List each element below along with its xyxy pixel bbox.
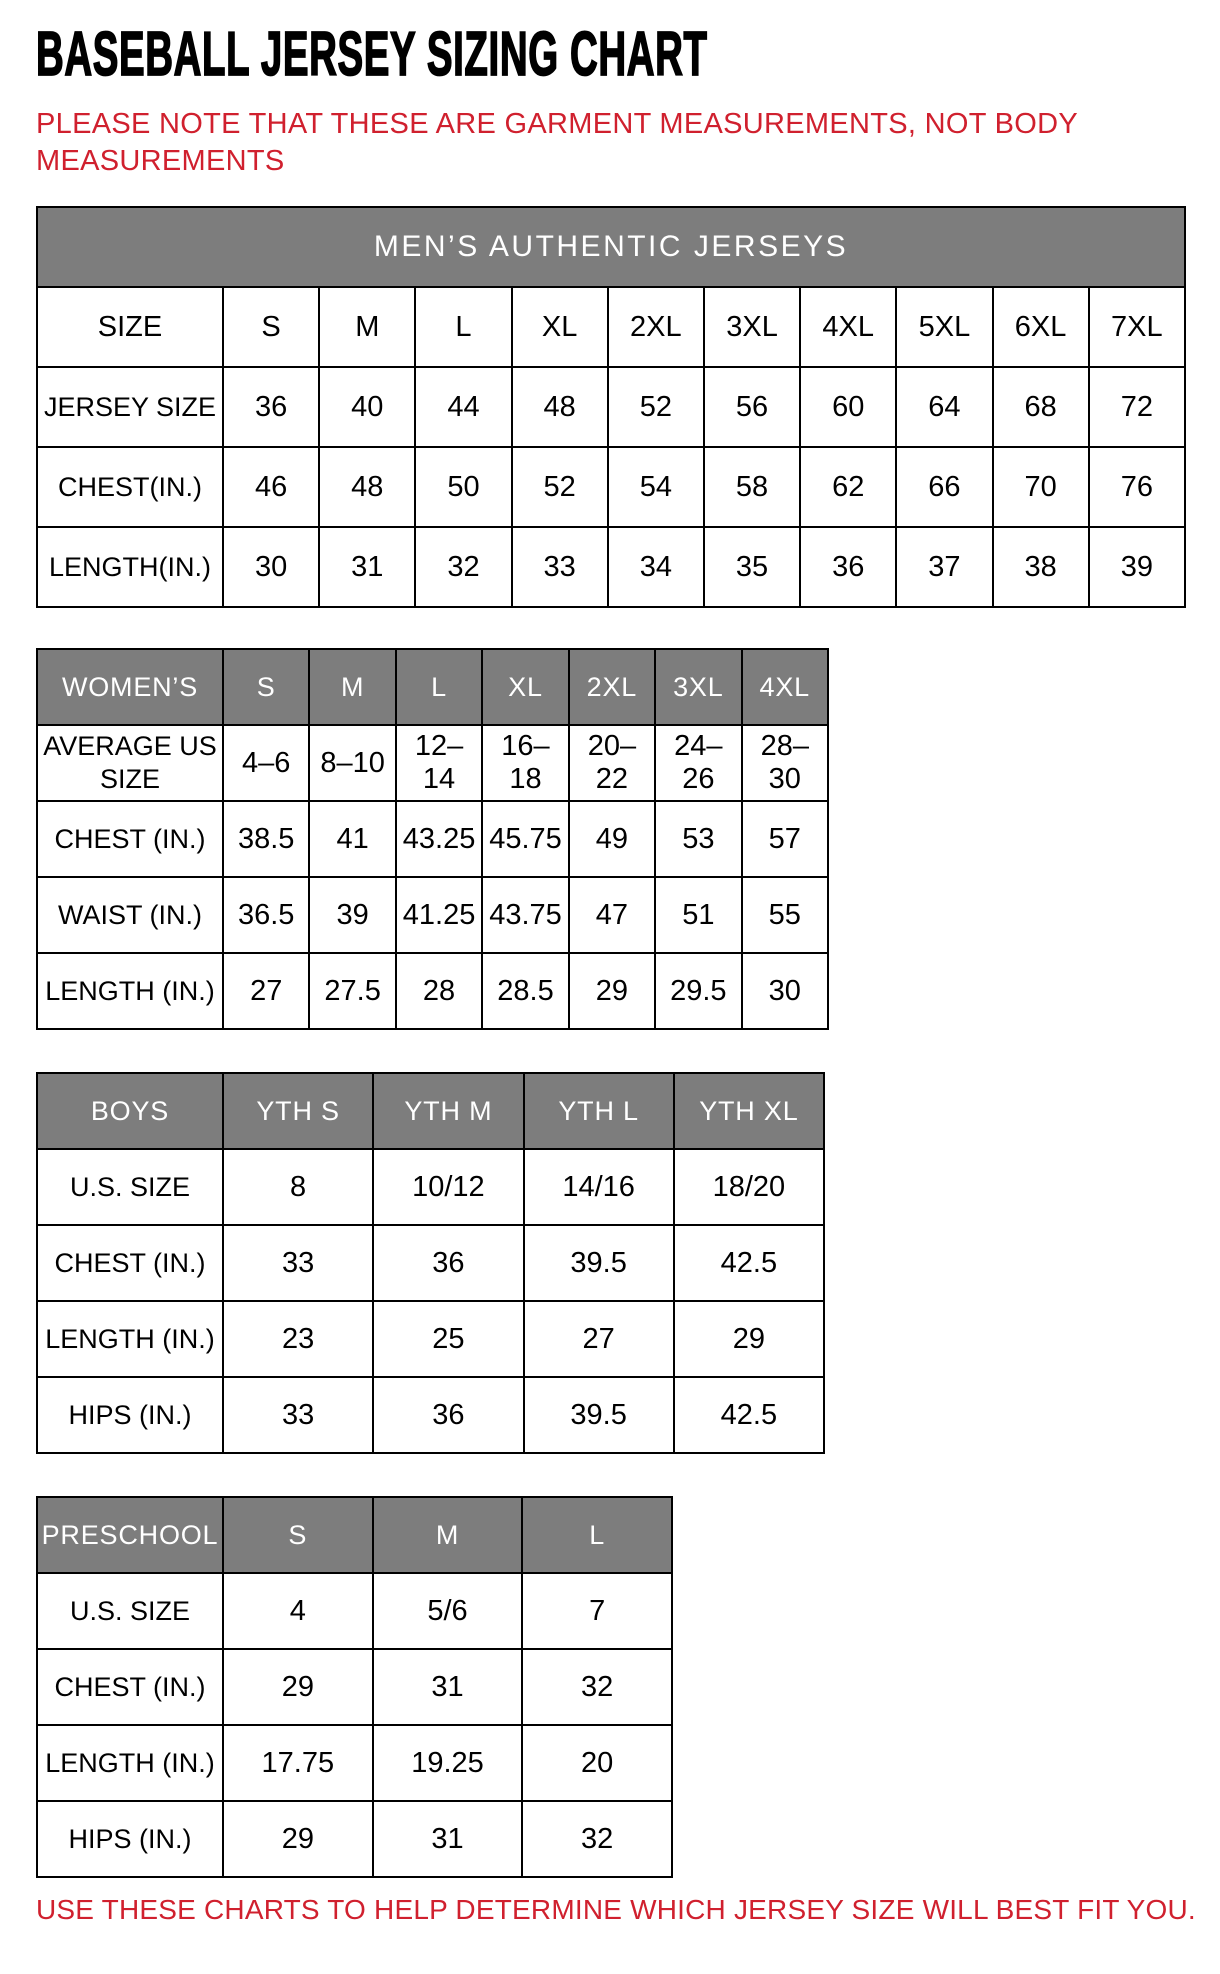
womens-value-r3-c5: 29 (569, 953, 655, 1029)
preschool-value-r2-c3: 20 (522, 1725, 672, 1801)
preschool-value-r2-c1: 17.75 (223, 1725, 373, 1801)
boys-value-r0-c3: 14/16 (524, 1149, 674, 1225)
boys-value-r0-c4: 18/20 (674, 1149, 824, 1225)
boys-col-header-3: YTH L (524, 1073, 674, 1149)
boys-row-1 (37, 1225, 824, 1301)
mens-col-header-6: 3XL (704, 287, 800, 367)
mens-value-r0-c2: 40 (319, 367, 415, 447)
mens-value-r2-c6: 35 (704, 527, 800, 607)
boys-value-r3-c4: 42.5 (674, 1377, 824, 1453)
preschool-sizing-table (36, 1496, 673, 1878)
womens-col-header-7: 4XL (742, 649, 828, 725)
mens-col-header-9: 6XL (993, 287, 1089, 367)
boys-value-r3-c3: 39.5 (524, 1377, 674, 1453)
mens-row-1 (37, 447, 1185, 527)
womens-value-r2-c6: 51 (655, 877, 741, 953)
boys-value-r0-c2: 10/12 (373, 1149, 523, 1225)
womens-row-label-1: CHEST (IN.) (37, 801, 223, 877)
mens-value-r0-c7: 60 (800, 367, 896, 447)
preschool-value-r0-c2: 5/6 (373, 1573, 523, 1649)
fit-guidance-note: USE THESE CHARTS TO HELP DETERMINE WHICH JERSEY SIZE WILL BEST FIT YOU. (36, 1894, 1196, 1925)
boys-value-r3-c1: 33 (223, 1377, 373, 1453)
womens-col-header-3: L (396, 649, 482, 725)
boys-value-r1-c1: 33 (223, 1225, 373, 1301)
mens-col-header-7: 4XL (800, 287, 896, 367)
mens-value-r2-c1: 30 (223, 527, 319, 607)
mens-value-r1-c7: 62 (800, 447, 896, 527)
mens-col-header-10: 7XL (1089, 287, 1185, 367)
preschool-row-2 (37, 1725, 672, 1801)
mens-value-r1-c9: 70 (993, 447, 1089, 527)
preschool-row-label-1: CHEST (IN.) (37, 1649, 223, 1725)
preschool-header-row (37, 1497, 672, 1573)
womens-header-row (37, 649, 828, 725)
womens-col-header-5: 2XL (569, 649, 655, 725)
mens-col-header-8: 5XL (896, 287, 992, 367)
womens-row-label-3: LENGTH (IN.) (37, 953, 223, 1029)
mens-value-r2-c10: 39 (1089, 527, 1185, 607)
womens-row-label-2: WAIST (IN.) (37, 877, 223, 953)
mens-value-r1-c8: 66 (896, 447, 992, 527)
preschool-row-3 (37, 1801, 672, 1877)
mens-value-r2-c8: 37 (896, 527, 992, 607)
boys-value-r2-c3: 27 (524, 1301, 674, 1377)
womens-row-0 (37, 725, 828, 801)
mens-col-header-2: M (319, 287, 415, 367)
mens-value-r0-c6: 56 (704, 367, 800, 447)
mens-value-r0-c9: 68 (993, 367, 1089, 447)
mens-value-r0-c8: 64 (896, 367, 992, 447)
womens-value-r2-c2: 39 (309, 877, 395, 953)
womens-value-r0-c7: 28–30 (742, 725, 828, 801)
womens-value-r2-c4: 43.75 (482, 877, 568, 953)
womens-value-r0-c3: 12–14 (396, 725, 482, 801)
womens-value-r1-c7: 57 (742, 801, 828, 877)
mens-row-2 (37, 527, 1185, 607)
mens-row-label-0: JERSEY SIZE (37, 367, 223, 447)
womens-row-label-0: AVERAGE US SIZE (37, 725, 223, 801)
womens-value-r0-c6: 24–26 (655, 725, 741, 801)
preschool-col-header-1: S (223, 1497, 373, 1573)
mens-col-header-1: S (223, 287, 319, 367)
preschool-row-label-0: U.S. SIZE (37, 1573, 223, 1649)
womens-col-header-1: S (223, 649, 309, 725)
preschool-value-r1-c2: 31 (373, 1649, 523, 1725)
preschool-row-1 (37, 1649, 672, 1725)
mens-value-r0-c1: 36 (223, 367, 319, 447)
womens-value-r2-c7: 55 (742, 877, 828, 953)
mens-value-r2-c2: 31 (319, 527, 415, 607)
mens-col-header-4: XL (512, 287, 608, 367)
boys-col-header-2: YTH M (373, 1073, 523, 1149)
mens-col-header-3: L (415, 287, 511, 367)
page-title: BASEBALL JERSEY SIZING CHART (36, 20, 708, 89)
mens-value-r1-c2: 48 (319, 447, 415, 527)
mens-value-r2-c4: 33 (512, 527, 608, 607)
womens-col-header-0: WOMEN’S (37, 649, 223, 725)
mens-value-r0-c10: 72 (1089, 367, 1185, 447)
womens-col-header-6: 3XL (655, 649, 741, 725)
mens-value-r0-c5: 52 (608, 367, 704, 447)
womens-value-r0-c4: 16–18 (482, 725, 568, 801)
preschool-col-header-0: PRESCHOOL (37, 1497, 223, 1573)
preschool-value-r1-c1: 29 (223, 1649, 373, 1725)
preschool-value-r0-c1: 4 (223, 1573, 373, 1649)
boys-col-header-0: BOYS (37, 1073, 223, 1149)
preschool-value-r0-c3: 7 (522, 1573, 672, 1649)
boys-col-header-4: YTH XL (674, 1073, 824, 1149)
womens-value-r0-c1: 4–6 (223, 725, 309, 801)
womens-value-r3-c7: 30 (742, 953, 828, 1029)
garment-measurement-note: PLEASE NOTE THAT THESE ARE GARMENT MEASUREMENTS, NOT BODY MEASUREMENTS (36, 108, 1078, 177)
womens-value-r1-c5: 49 (569, 801, 655, 877)
mens-row-label-1: CHEST(IN.) (37, 447, 223, 527)
womens-value-r0-c2: 8–10 (309, 725, 395, 801)
mens-banner-row (37, 207, 1185, 287)
womens-col-header-4: XL (482, 649, 568, 725)
boys-row-label-3: HIPS (IN.) (37, 1377, 223, 1453)
mens-authentic-jerseys-table (36, 206, 1186, 608)
boys-row-label-2: LENGTH (IN.) (37, 1301, 223, 1377)
womens-value-r3-c6: 29.5 (655, 953, 741, 1029)
boys-value-r3-c2: 36 (373, 1377, 523, 1453)
boys-row-label-0: U.S. SIZE (37, 1149, 223, 1225)
womens-value-r2-c1: 36.5 (223, 877, 309, 953)
boys-value-r2-c1: 23 (223, 1301, 373, 1377)
mens-value-r0-c4: 48 (512, 367, 608, 447)
boys-value-r1-c4: 42.5 (674, 1225, 824, 1301)
womens-value-r2-c5: 47 (569, 877, 655, 953)
boys-row-2 (37, 1301, 824, 1377)
preschool-col-header-3: L (522, 1497, 672, 1573)
womens-value-r1-c2: 41 (309, 801, 395, 877)
boys-row-3 (37, 1377, 824, 1453)
womens-value-r1-c1: 38.5 (223, 801, 309, 877)
womens-value-r1-c4: 45.75 (482, 801, 568, 877)
mens-value-r1-c5: 54 (608, 447, 704, 527)
preschool-value-r1-c3: 32 (522, 1649, 672, 1725)
mens-value-r1-c3: 50 (415, 447, 511, 527)
boys-value-r0-c1: 8 (223, 1149, 373, 1225)
preschool-row-label-2: LENGTH (IN.) (37, 1725, 223, 1801)
womens-sizing-table (36, 648, 829, 1030)
mens-col-header-0: SIZE (37, 287, 223, 367)
womens-row-3 (37, 953, 828, 1029)
womens-row-2 (37, 877, 828, 953)
boys-row-label-1: CHEST (IN.) (37, 1225, 223, 1301)
boys-sizing-table (36, 1072, 825, 1454)
preschool-col-header-2: M (373, 1497, 523, 1573)
preschool-value-r3-c1: 29 (223, 1801, 373, 1877)
mens-row-label-2: LENGTH(IN.) (37, 527, 223, 607)
womens-value-r3-c4: 28.5 (482, 953, 568, 1029)
mens-banner-title: MEN’S AUTHENTIC JERSEYS (37, 207, 1185, 287)
womens-value-r1-c3: 43.25 (396, 801, 482, 877)
mens-value-r1-c1: 46 (223, 447, 319, 527)
boys-value-r2-c4: 29 (674, 1301, 824, 1377)
womens-value-r3-c3: 28 (396, 953, 482, 1029)
womens-value-r3-c1: 27 (223, 953, 309, 1029)
mens-col-header-5: 2XL (608, 287, 704, 367)
mens-value-r2-c9: 38 (993, 527, 1089, 607)
mens-value-r2-c7: 36 (800, 527, 896, 607)
preschool-value-r3-c2: 31 (373, 1801, 523, 1877)
preschool-value-r3-c3: 32 (522, 1801, 672, 1877)
womens-value-r0-c5: 20–22 (569, 725, 655, 801)
mens-value-r0-c3: 44 (415, 367, 511, 447)
mens-row-0 (37, 367, 1185, 447)
boys-col-header-1: YTH S (223, 1073, 373, 1149)
womens-value-r2-c3: 41.25 (396, 877, 482, 953)
mens-value-r1-c6: 58 (704, 447, 800, 527)
mens-value-r2-c5: 34 (608, 527, 704, 607)
mens-header-row (37, 287, 1185, 367)
boys-header-row (37, 1073, 824, 1149)
boys-value-r1-c3: 39.5 (524, 1225, 674, 1301)
preschool-row-label-3: HIPS (IN.) (37, 1801, 223, 1877)
womens-col-header-2: M (309, 649, 395, 725)
mens-value-r2-c3: 32 (415, 527, 511, 607)
boys-value-r1-c2: 36 (373, 1225, 523, 1301)
womens-row-1 (37, 801, 828, 877)
mens-value-r1-c4: 52 (512, 447, 608, 527)
boys-row-0 (37, 1149, 824, 1225)
preschool-row-0 (37, 1573, 672, 1649)
boys-value-r2-c2: 25 (373, 1301, 523, 1377)
mens-value-r1-c10: 76 (1089, 447, 1185, 527)
preschool-value-r2-c2: 19.25 (373, 1725, 523, 1801)
womens-value-r3-c2: 27.5 (309, 953, 395, 1029)
womens-value-r1-c6: 53 (655, 801, 741, 877)
